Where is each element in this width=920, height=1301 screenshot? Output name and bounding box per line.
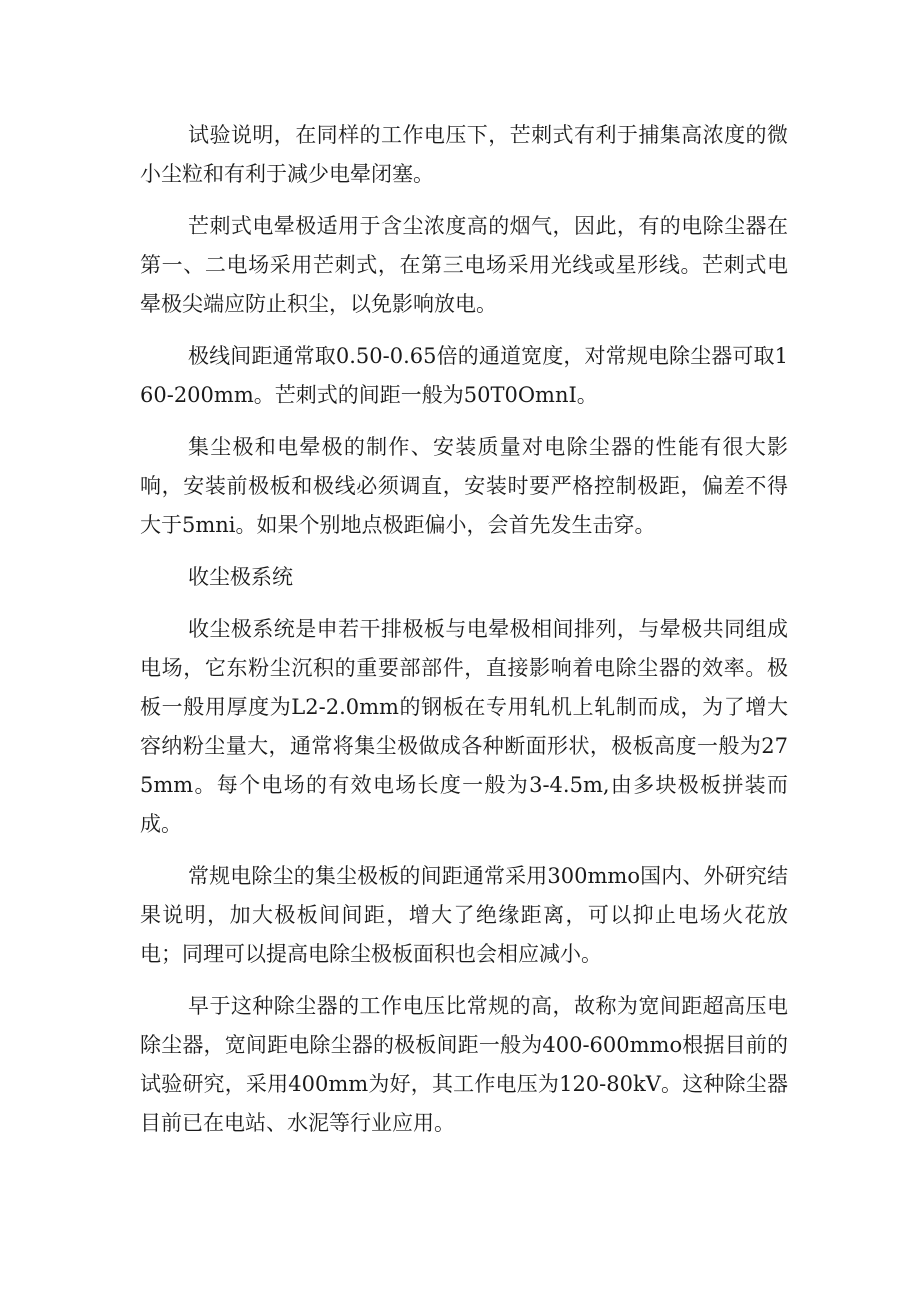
paragraph-wide-spacing: 早于这种除尘器的工作电压比常规的高，故称为宽间距超高压电除尘器，宽间距电除尘器的极板间距一般为400-600mmo根据目前的试验研究，采用400mm为好，其工作电压为120-80kV。这种除尘器目前已在电站、水泥等行业应用。 — [140, 994, 788, 1135]
paragraph-corona-test: 试验说明，在同样的工作电压下，芒刺式有利于捕集高浓度的微小尘粒和有利于减少电晕闭塞。 — [140, 123, 788, 186]
paragraph-installation-quality: 集尘极和电晕极的制作、安装质量对电除尘器的性能有很大影响，安装前极板和极线必须调直，安装时要严格控制极距，偏差不得大于5mni。如果个别地点极距偏小，会首先发生击穿。 — [140, 435, 788, 537]
paragraph-collector-system: 收尘极系统是申若干排极板与电晕极相间排列，与晕极共同组成电场，它东粉尘沉积的重要部部件，直接影响着电除尘器的效率。极板一般用厚度为L2-2.0mm的钢板在专用轧机上轧制而成，为了增大容纳粉尘量大，通常将集尘极做成各种断面形状，极板高度一般为275mm。每个电场的有效电场长度一般为3-4.5m,由多块极板拼装而成。 — [140, 617, 788, 836]
paragraph-plate-spacing: 常规电除尘的集尘极板的间距通常采用300mmo国内、外研究结果说明，加大极板间间距，增大了绝缘距离，可以抑止电场火花放电；同理可以提高电除尘极板面积也会相应减小。 — [140, 864, 788, 966]
section-heading-collector-system: 收尘极系统 — [188, 565, 293, 589]
paragraph-corona-application: 芒刺式电晕极适用于含尘浓度高的烟气，因此，有的电除尘器在第一、二电场采用芒刺式，在第三电场采用光线或星形线。芒刺式电晕极尖端应防止积尘，以免影响放电。 — [140, 214, 788, 316]
document-page — [140, 116, 788, 1156]
paragraph-wire-spacing: 极线间距通常取0.50-0.65倍的通道宽度，对常规电除尘器可取160-200mm。芒刺式的间距一般为50T0OmnI。 — [140, 344, 788, 407]
